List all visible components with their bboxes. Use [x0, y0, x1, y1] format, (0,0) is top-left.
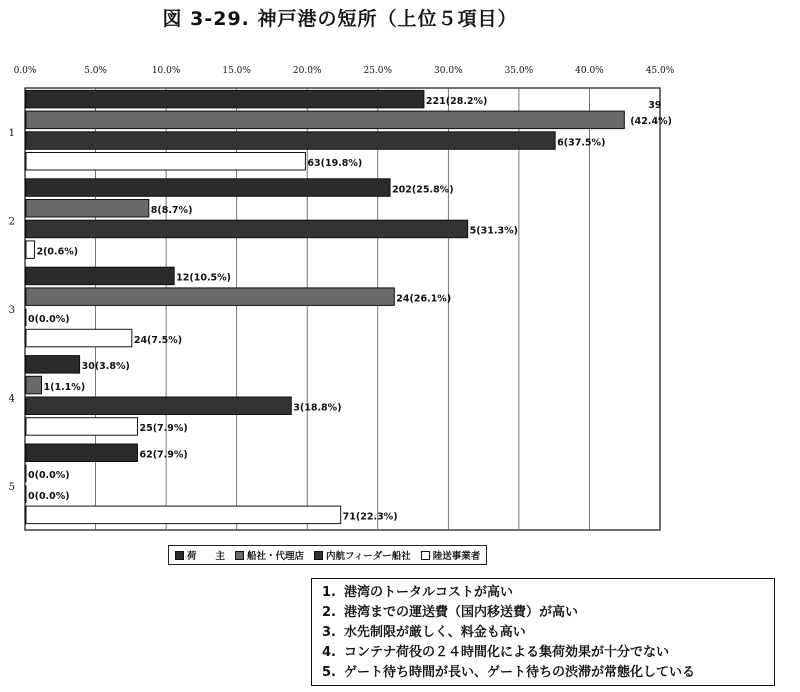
data-label: 202(25.8%): [392, 184, 454, 196]
legend-label: 内航フィーダー船社: [326, 551, 411, 562]
note-item: [322, 643, 774, 663]
bar: [26, 356, 80, 374]
category-label: 4: [8, 393, 15, 405]
x-tick-label: 35.0%: [504, 66, 534, 76]
legend-swatch-feeder: [314, 551, 323, 560]
bar: [26, 329, 132, 347]
chart-title: 図 3-29. 神戸港の短所（上位５項目）: [162, 8, 518, 30]
data-label: (42.4%): [630, 116, 672, 128]
data-label: 24(26.1%): [396, 293, 452, 305]
legend-swatch-shipping-agent: [235, 551, 244, 560]
note-text: 水先制限が厳しく、料金も高い: [344, 625, 526, 640]
note-number: 5.: [322, 665, 336, 680]
bar: [26, 179, 390, 197]
x-tick-label: 10.0%: [151, 66, 181, 76]
bar: [26, 418, 137, 436]
legend-item: [175, 548, 225, 562]
x-tick-label: 5.0%: [84, 66, 107, 76]
bar: [26, 90, 424, 108]
note-number: 3.: [322, 625, 336, 640]
bar: [26, 506, 341, 523]
notes-box: [311, 578, 775, 686]
data-label: 71(22.3%): [342, 511, 398, 523]
data-label: 0(0.0%): [28, 490, 70, 502]
bar: [26, 241, 34, 259]
note-text: 港湾までの運送費（国内移送費）が高い: [344, 605, 579, 620]
note-number: 2.: [322, 605, 336, 620]
category-label: 1: [8, 128, 15, 140]
note-item: [322, 583, 774, 603]
bar: [26, 200, 149, 218]
data-label: 24(7.5%): [133, 334, 183, 346]
x-tick-label: 15.0%: [222, 66, 251, 76]
note-item: [322, 623, 774, 643]
note-text: ゲート待ち時間が長い、ゲート待ちの渋滞が常態化している: [344, 665, 696, 680]
legend-item: [421, 548, 481, 562]
data-label: 0(0.0%): [28, 470, 70, 482]
note-number: 4.: [322, 645, 336, 660]
bar: [26, 132, 555, 150]
bar: [26, 267, 174, 285]
data-label: 6(37.5%): [557, 137, 606, 149]
data-label: 39: [648, 100, 662, 112]
legend-label: 船社・代理店: [247, 551, 305, 562]
data-label: 1(1.1%): [43, 381, 86, 393]
legend-swatch-trucking: [421, 551, 430, 560]
category-label: 5: [8, 481, 15, 493]
x-tick-label: 20.0%: [292, 66, 322, 76]
bar: [26, 153, 305, 171]
data-label: 63(19.8%): [307, 158, 363, 169]
x-tick-label: 30.0%: [434, 66, 463, 76]
note-item: [322, 663, 774, 683]
note-number: 1.: [322, 585, 336, 600]
data-label: 25(7.9%): [139, 423, 188, 435]
x-tick-label: 25.0%: [363, 66, 393, 76]
bar: [26, 220, 468, 238]
legend-label: 陸送事業者: [432, 551, 481, 562]
legend-item: [314, 548, 411, 562]
note-item: [322, 603, 774, 623]
category-label: 3: [8, 305, 15, 316]
x-tick-label: 0.0%: [13, 66, 37, 76]
chart-legend: [168, 545, 487, 565]
legend-item: [235, 548, 304, 562]
x-tick-label: 45.0%: [645, 66, 675, 76]
data-label: 3(18.8%): [293, 402, 342, 414]
note-text: 港湾のトータルコストが高い: [344, 585, 514, 600]
data-label: 30(3.8%): [81, 361, 130, 373]
bar: [26, 376, 42, 394]
data-label: 221(28.2%): [425, 95, 488, 107]
bar: [26, 444, 137, 462]
x-tick-label: 40.0%: [575, 66, 604, 76]
category-label: 2: [8, 216, 15, 228]
legend-swatch-shipper: [175, 551, 184, 560]
data-label: 8(8.7%): [150, 205, 193, 216]
data-label: 2(0.6%): [36, 246, 79, 258]
bar: [26, 397, 291, 415]
data-label: 5(31.3%): [469, 225, 518, 237]
legend-label: 荷 主: [187, 551, 226, 562]
data-label: 62(7.9%): [139, 449, 188, 461]
note-text: コンテナ荷役の２４時間化による集荷効果が十分でない: [344, 645, 670, 660]
bar: [26, 111, 624, 129]
data-label: 0(0.0%): [28, 314, 70, 326]
data-label: 12(10.5%): [176, 272, 232, 284]
bar: [26, 288, 394, 306]
